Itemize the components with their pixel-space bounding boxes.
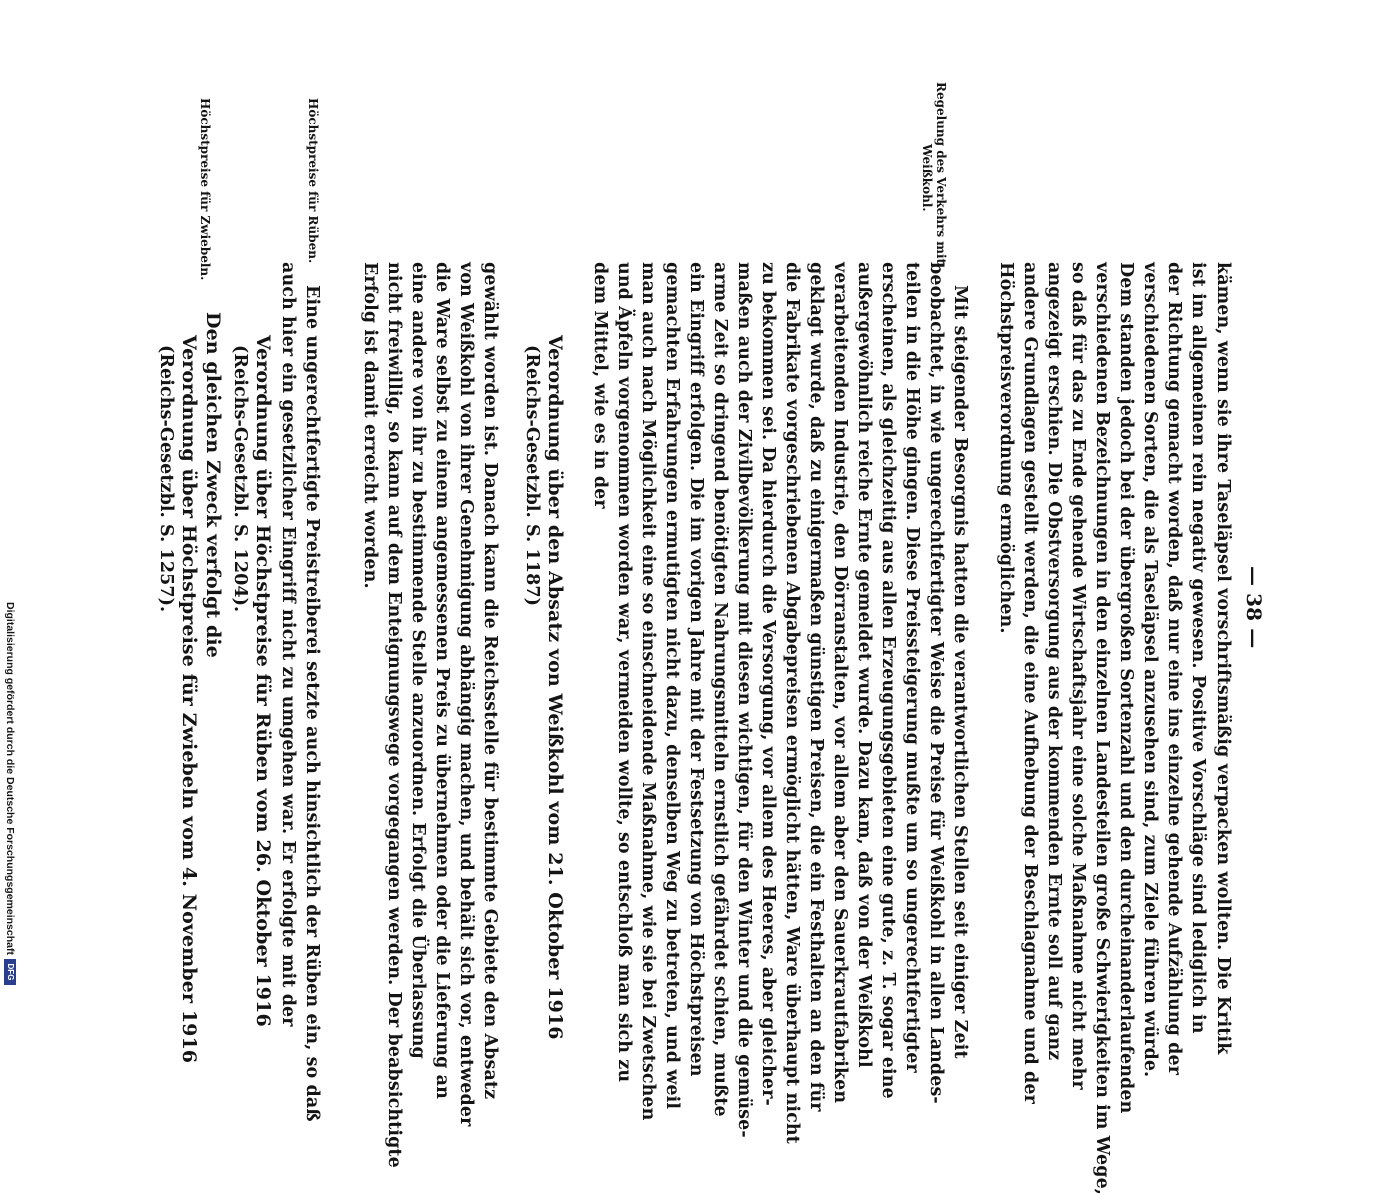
text-line: Erfolg ist damit erreicht worden. (360, 262, 380, 589)
text-line: Eine ungerechtfertigte Preistreiberei setzte auch hinsichtlich der Rüben ein, so daß (302, 285, 322, 1122)
text-line: dem Mittel, wie es in der (590, 262, 610, 509)
text-line: gewählt worden ist. Danach kann die Reichsstelle für bestimmte Gebiete den Absatz (480, 262, 500, 1100)
text-line: erscheinen, als gleichzeitig aus allen Erzeugungsgebieten eine gute, z. T. sogar eine (878, 262, 898, 1099)
text-line: der Richtung gemacht worden, daß nur eine ins einzelne gehende Aufzählung der (1164, 262, 1184, 1076)
text-line: geklagt wurde, daß zu einigermaßen günstigen Preisen, die ein Festhalten an den für (806, 262, 826, 1112)
margin-note-weisskohl (920, 82, 948, 264)
text-line: Höchstpreisverordnung ermöglichen. (996, 262, 1016, 634)
text-line: verschiedenen Sorten, die als Taseläpsel anzusehen sind, zum Ziele führen würde. (1140, 262, 1160, 1078)
text-line: teilen in die Höhe gingen. Diese Preissteigerung mußte um so ungerechtfertigter (902, 262, 922, 1073)
decree-title: Verordnung über Höchstpreise für Zwiebeln vom 4. November 1916 (178, 335, 200, 1064)
text-line: Mit steigender Besorgnis hatten die verantwortlichen Stellen seit einiger Zeit (950, 285, 970, 1059)
text-line: die Fabrikate vorgeschriebenen Abgabepreisen ermöglicht hätten, Ware überhaupt nicht (782, 262, 802, 1144)
text-line: die Ware selbst zu einem angemessenen Preis zu übernehmen oder die Lieferung an (432, 262, 452, 1099)
margin-note-line: Regelung des Verkehrs mit (934, 82, 948, 265)
text-line: von Weißkohl von ihrer Genehmigung abhängig machen, und behält sich vor, entweder (456, 262, 476, 1127)
text-line: eine andere von ihr zu bestimmende Stelle anzuordnen. Erfolgt die Überlassung (408, 262, 428, 1059)
text-line: nicht freiwillig, so kann auf dem Enteignungswege vorgegangen werden. Der beabsichtigte (384, 262, 404, 1168)
digitization-credit: Digitalisierung gefördert durch die Deutsche ForschungsgemeinschaftDFG (4, 602, 16, 985)
decree-reference: (Reichs-Gesetzbl. S. 1187) (522, 345, 542, 607)
decree-title: Verordnung über den Absatz von Weißkohl vom 21. Oktober 1916 (544, 335, 566, 1040)
text-line: andere Grundlagen gestellt werden, die eine Aufhebung der Beschlagnahme und der (1020, 262, 1040, 1104)
text-line: ist im allgemeinen rein negativ gewesen. Positive Vorschläge sind lediglich in (1188, 262, 1208, 1034)
text-line: außergewöhnlich reiche Ernte gemeldet wurde. Dazu kam, daß von der Weißkohl (854, 262, 874, 1068)
text-line: verarbeitenden Industrie, den Dörranstalten, vor allem aber den Sauerkrautfabriken (830, 262, 850, 1104)
text-line: kämen, wenn sie ihre Taseläpsel vorschriftsmäßig verpacken wollten. Die Kritik (1213, 262, 1233, 1055)
decree-reference: (Reichs-Gesetzbl. S. 1204). (230, 345, 250, 613)
text-line: Den gleichen Zweck verfolgt die (202, 312, 224, 658)
decree-title: Verordnung über Höchstpreise für Rüben vom 26. Oktober 1916 (252, 335, 274, 1027)
text-line: ein Eingriff erfolgen. Die im vorigen Jahre mit der Festsetzung von Höchstpreisen (686, 262, 706, 1077)
decree-reference: (Reichs-Gesetzbl. S. 1257). (156, 345, 176, 613)
margin-note-zwiebeln: Höchstpreise für Zwiebeln. (198, 98, 212, 281)
text-line: so daß für das zu Ende gehende Wirtschaftsjahr eine solche Maßnahme nicht mehr (1068, 262, 1088, 1090)
text-line: verschiedenen Bezeichnungen in den einzelnen Landesteilen große Schwierigkeiten im Wege, (1092, 262, 1112, 1195)
text-line: man auch nach Möglichkeit eine so einschneidende Maßnahme, wie sie bei Zwetschen (638, 262, 658, 1121)
text-line: angezeigt erschien. Die Obstversorgung aus der kommenden Ernte soll auf ganz (1044, 262, 1064, 1061)
text-line: beobachtet, in wie ungerechtfertigter Weise die Preise für Weißkohl in allen Landes- (926, 262, 946, 1104)
paragraph-5 (202, 312, 224, 658)
text-line: und Äpfeln vorgenommen worden war, vermeiden wollte, so entschloß man sich zu (614, 262, 634, 1083)
text-line: arme Zeit so dringend benötigten Nahrungsmitteln ernstlich gefährdet schien, mußte (710, 262, 730, 1117)
page-number: — 38 — (1242, 566, 1266, 649)
text-line: maßen auch der Zivilbevölkerung mit diesen wichtigen, für den Winter und die gemüse- (734, 262, 754, 1138)
margin-note-line: Weißkohl. (920, 144, 934, 212)
dfg-logo: DFG (4, 959, 16, 985)
margin-note-rueben: Höchstpreise für Rüben. (306, 98, 320, 264)
text-line: Dem standen jedoch bei der übergroßen Sortenzahl und den durcheinanderlaufenden (1116, 262, 1136, 1114)
text-line: zu bekommen sei. Da hierdurch die Versorgung, vor allem des Heeres, aber gleicher- (758, 262, 778, 1106)
text-line: gemachten Erfahrungen ermutigten nicht dazu, denselben Weg zu betreten, und weil (662, 262, 682, 1110)
text-line: auch hier ein gesetzlicher Eingriff nicht zu umgehen war. Er erfolgte mit der (278, 262, 298, 1027)
